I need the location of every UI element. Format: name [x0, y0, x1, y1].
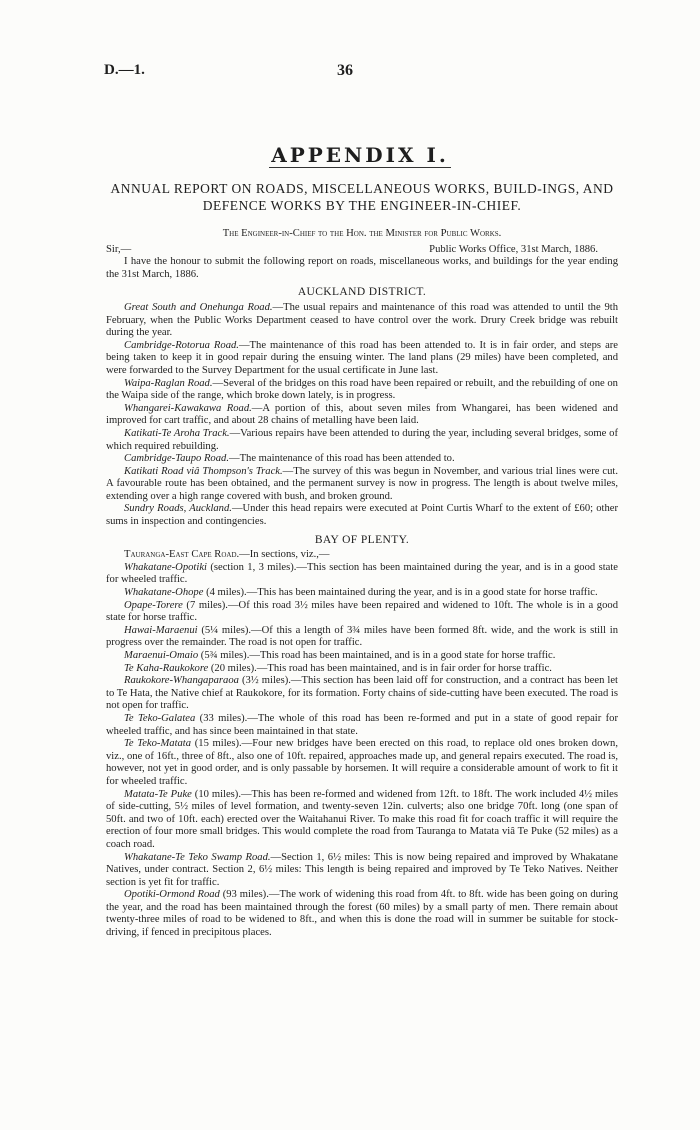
- office-date: Public Works Office, 31st March, 1886.: [429, 243, 598, 255]
- bay-road-text: (20 miles).—This road has been maintained, and is in fair order for horse traffic.: [208, 662, 552, 674]
- auckland-paragraph: [106, 453, 618, 466]
- auckland-road-text: —Under this head repairs were executed at Point Curtis Wharf to the extent of £60; other sums in inspection and contingencies.: [106, 503, 619, 528]
- bay-road-title: Raukokore-Whangaparaoa: [124, 675, 239, 687]
- auckland-road-title: Katikati Road viâ Thompson's Track.: [124, 465, 283, 477]
- bay-road-text: (93 miles).—The work of widening this road from 4ft. to 8ft. wide has been going on during the year, and the road has been maintained through the forest (60 miles) by a small party of men. There remain about twenty-three miles of road to be widened to 8ft., and when this is done the road will in summer be suitable for stock-driving, if fenced in precipitous places.: [106, 889, 618, 939]
- auckland-road-title: Sundry Roads, Auckland.: [124, 503, 232, 515]
- page-header: [104, 62, 616, 82]
- bay-road-text: (4 miles).—This has been maintained during the year, and is in a good state for horse traffic.: [203, 587, 598, 599]
- bay-paragraph: [106, 713, 618, 738]
- bay-lead-paragraph: Tauranga-East Cape Road.—In sections, viz.,—: [124, 549, 330, 561]
- document-id: D.—1.: [104, 62, 145, 78]
- bay-road-text: (3½ miles).—This section has been laid off for construction, and a contract has been let to Te Hata, the Native chief at Raukokore, for its formation. Forty chains of side-cutting have been executed. The road is not open for traffic.: [106, 675, 618, 712]
- auckland-road-text: —The survey of this was begun in November, and various trial lines were cut. A favourable route has been obtained, and the permanent survey is now in progress. The length is about twelve miles, extending over a high range covered with bush, and broken ground.: [106, 465, 618, 502]
- auckland-paragraph: [106, 503, 618, 528]
- auckland-paragraph: [106, 403, 618, 428]
- bay-road-text: (section 1, 3 miles).—This section has been maintained during the year, and is in a good state for wheeled traffic.: [106, 561, 618, 586]
- bay-paragraph: [106, 625, 618, 650]
- bay-road-text: (7 miles).—Of this road 3½ miles have been repaired and widened to 10ft. The whole is in a good state for horse traffic.: [106, 599, 618, 624]
- auckland-road-text: —The usual repairs and maintenance of this road was attended to until the 9th February, when the Public Works Department ceased to have control over the work. Drury Creek bridge was rebuilt during the year.: [106, 301, 618, 339]
- auckland-road-title: Great South and Onehunga Road.: [124, 301, 273, 313]
- bay-road-title: Te Teko-Matata: [124, 738, 192, 750]
- auckland-road-title: Cambridge-Taupo Road.: [124, 453, 229, 465]
- report-body: [106, 228, 618, 940]
- bay-paragraph: [106, 852, 618, 890]
- salutation-row: [106, 244, 618, 257]
- salutation: Sir,—: [106, 243, 132, 255]
- bay-heading: BAY OF PLENTY.: [314, 533, 410, 546]
- bay-road-title: Opotiki-Ormond Road: [124, 889, 220, 901]
- bay-road-title: Hawai-Maraenui: [124, 624, 198, 636]
- auckland-road-text: —The maintenance of this road has been attended to. It is in fair order, and steps are being taken to keep it in good repair during the ensuing winter. The land plans (29 miles) have been completed, and were forwarded to the Survey Department for the usual certificate in June last.: [106, 339, 618, 376]
- auckland-road-text: —The maintenance of this road has been attended to.: [228, 453, 455, 465]
- address-line: The Engineer-in-Chief to the Hon. the Minister for Public Works.: [222, 228, 502, 239]
- bay-paragraph: [106, 675, 618, 713]
- bay-paragraph: [106, 587, 618, 600]
- bay-road-title: Te Teko-Galatea: [124, 712, 196, 724]
- bay-section: [106, 562, 618, 940]
- bay-road-title: Matata-Te Puke: [124, 788, 192, 800]
- bay-road-title: Maraenui-Omaio: [124, 650, 199, 661]
- auckland-road-title: Katikati-Te Aroha Track.: [124, 427, 230, 439]
- auckland-paragraph: [106, 378, 618, 403]
- bay-paragraph: [106, 663, 618, 676]
- intro-paragraph: I have the honour to submit the following report on roads, miscellaneous works, and buildings for the year ending the 31st March, 1886.: [106, 256, 618, 280]
- bay-paragraph: [106, 789, 618, 852]
- appendix-title-text: APPENDIX I.: [271, 143, 449, 167]
- auckland-road-title: Cambridge-Rotorua Road.: [124, 339, 239, 351]
- auckland-paragraph: [106, 340, 618, 378]
- bay-road-title: Whakatane-Opotiki: [124, 561, 207, 573]
- bay-road-title: Te Kaha-Raukokore: [124, 662, 209, 674]
- appendix-title: [104, 143, 616, 167]
- auckland-paragraph: [106, 466, 618, 504]
- auckland-section: [106, 302, 618, 529]
- bay-paragraph: [106, 600, 618, 625]
- auckland-heading: AUCKLAND DISTRICT.: [297, 286, 427, 299]
- report-title: ANNUAL REPORT ON ROADS, MISCELLANEOUS WORKS, BUILD-INGS, AND DEFENCE WORKS BY THE ENGINEER-IN-CHIEF.: [110, 181, 614, 213]
- auckland-paragraph: [106, 302, 618, 340]
- auckland-road-text: —Various repairs have been attended to during the year, including several bridges, some of which required rebuilding.: [106, 427, 618, 452]
- bay-road-title: Opape-Torere: [124, 599, 183, 611]
- bay-road-text: —Section 1, 6½ miles: This is now being repaired and improved by Whakatane Natives, under contract. Section 2, 6½ miles: This length is being repaired and improved by Te Teko Natives. Neither section is yet fit for traffic.: [106, 851, 618, 888]
- auckland-road-text: —Several of the bridges on this road have been repaired or rebuilt, and the rebuilding of one on the Waipa side of the range, which broke down lately, is in progress.: [106, 377, 618, 402]
- bay-road-text: (33 miles).—The whole of this road has been re-formed and put in a state of good repair for wheeled traffic, and has since been maintained in that state.: [106, 712, 618, 737]
- bay-road-text: (15 miles).—Four new bridges have been erected on this road, to replace old ones broken down, viz., one of 16ft., three of 8ft., also one of 10ft. repaired, approaches made up, and general repairs executed. The road is, however, not yet in good order, and is only passable by horsemen. It will require a considerable amount of work to fit it for wheeled traffic.: [106, 738, 618, 787]
- bay-paragraph: [106, 738, 618, 788]
- auckland-paragraph: [106, 428, 618, 453]
- bay-paragraph: [106, 650, 618, 663]
- bay-paragraph: [106, 889, 618, 939]
- bay-road-text: (10 miles).—This has been re-formed and widened from 12ft. to 18ft. The work included 4½ miles of side-cutting, 5½ miles of level formation, and twenty-seven 12in. culverts; also one bridge 70ft. long (one span of 50ft. and two of 10ft. each) erected over the Waitahanui River. To make this road fit for coach traffic it will require the erection of four more small bridges. This would complete the road from Tauranga to Matata viâ Te Puke (52 miles) as a coach road.: [106, 788, 619, 850]
- auckland-road-title: Waipa-Raglan Road.: [124, 377, 213, 389]
- bay-road-text: (5¼ miles).—Of this a length of 3¾ miles have been formed 8ft. wide, and the work is still in progress over the remainder. The road is not open for traffic.: [106, 624, 618, 649]
- bay-paragraph: [106, 562, 618, 587]
- auckland-road-text: —A portion of this, about seven miles from Whangarei, has been widened and improved for cart traffic, and about 28 chains of metalling have been laid.: [106, 402, 618, 427]
- bay-road-title: Whakatane-Te Teko Swamp Road.: [124, 851, 271, 863]
- bay-road-title: Whakatane-Ohope: [124, 587, 204, 599]
- page-number: 36: [337, 62, 353, 79]
- bay-road-text: (5¾ miles).—This road has been maintained, and is in a good state for horse traffic.: [198, 650, 556, 661]
- auckland-road-title: Whangarei-Kawakawa Road.: [124, 402, 252, 414]
